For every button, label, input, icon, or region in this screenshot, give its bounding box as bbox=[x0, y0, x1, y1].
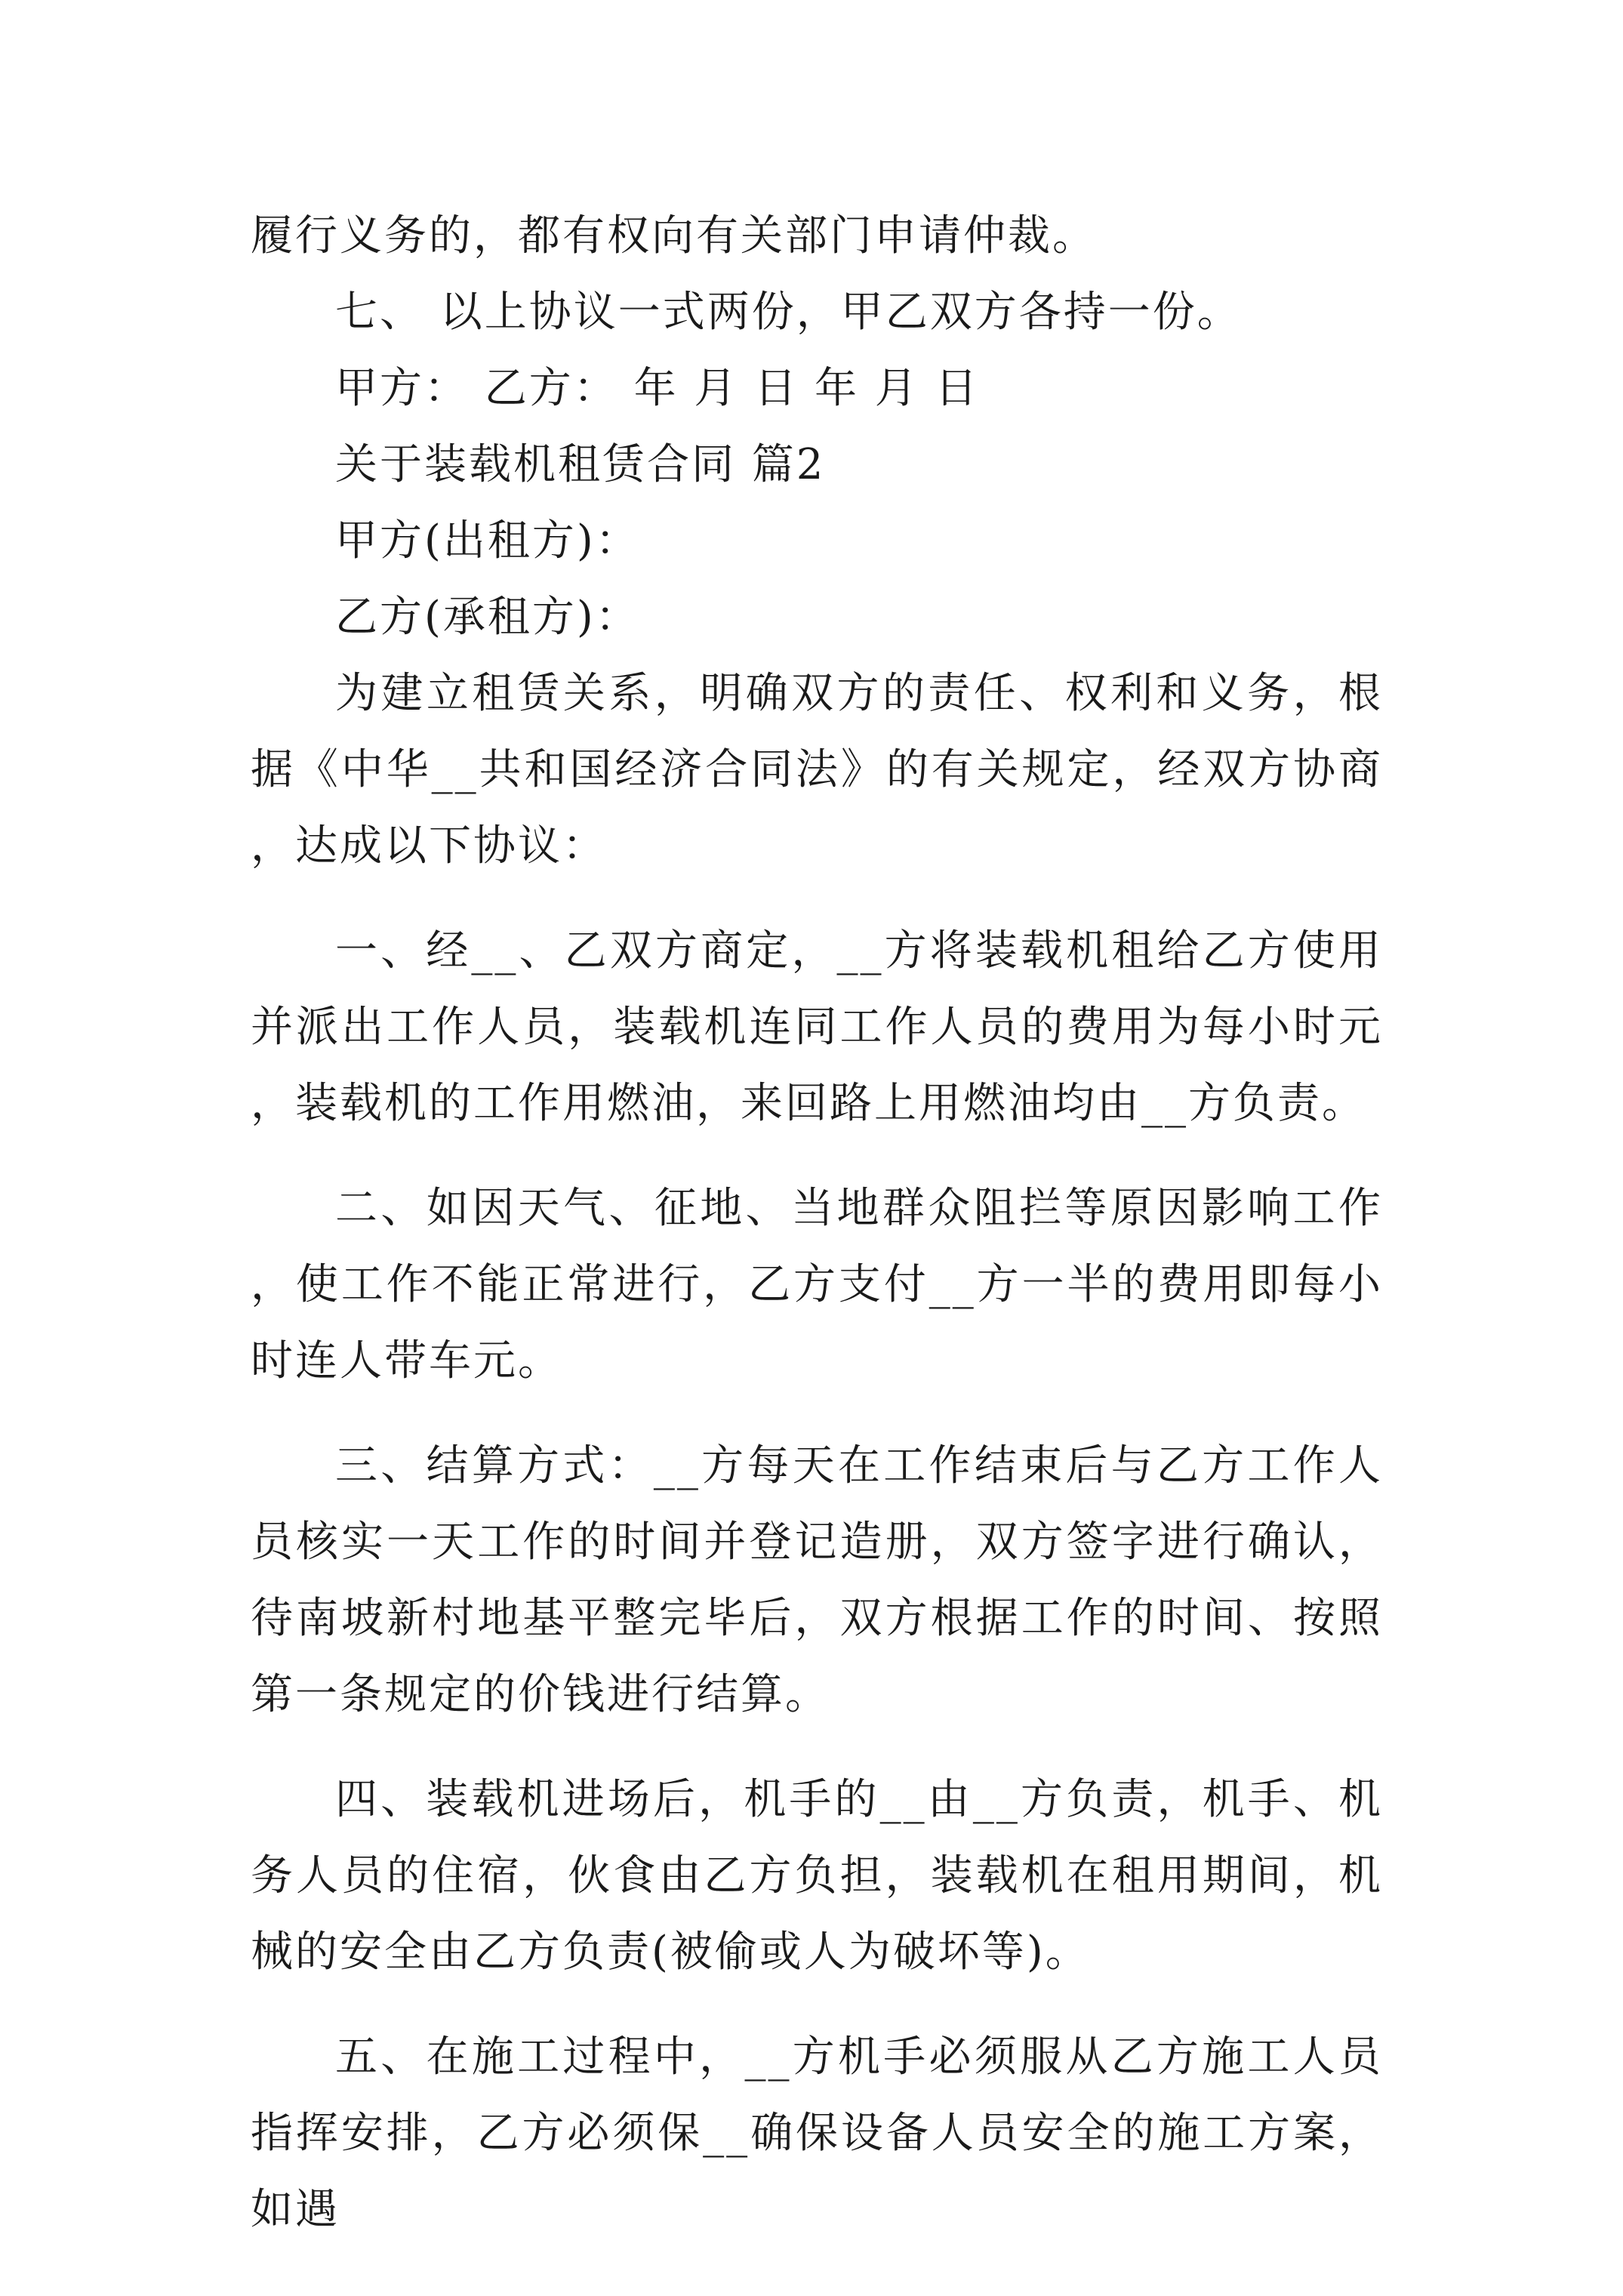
document-body bbox=[251, 198, 1383, 2276]
clause-1: 一、经__、乙双方商定，__方将装载机租给乙方使用并派出工作人员，装载机连同工作人员的费用为每小时元，装载机的工作用燃油，来回路上用燃油均由__方负责。 bbox=[251, 926, 1383, 1128]
clause-2: 二、如因天气、征地、当地群众阻拦等原因影响工作，使工作不能正常进行，乙方支付__方一半的费用即每小时连人带车元。 bbox=[251, 1184, 1383, 1385]
section-heading: 关于装载机租赁合同 篇2 bbox=[335, 440, 826, 489]
clause-4: 四、装载机进场后，机手的__由__方负责，机手、机务人员的住宿，伙食由乙方负担，装载机在租用期间，机械的安全由乙方负责(被偷或人为破坏等)。 bbox=[251, 1775, 1383, 1977]
paragraph: 履行义务的，都有权向有关部门申请仲裁。 bbox=[251, 211, 1097, 260]
paragraph: 为建立租赁关系，明确双方的责任、权利和义务，根据《中华__共和国经济合同法》的有关规定，经双方协商，达成以下协议： bbox=[251, 669, 1383, 871]
clause-3: 三、结算方式：__方每天在工作结束后与乙方工作人员核实一天工作的时间并登记造册，双方签字进行确认，待南坡新村地基平整完毕后，双方根据工作的时间、按照第一条规定的价钱进行结算。 bbox=[251, 1441, 1383, 1719]
party-a-line: 甲方(出租方)： bbox=[335, 516, 640, 566]
signature-line: 甲方： 乙方： 年 月 日 年 月 日 bbox=[335, 364, 980, 413]
clause-5: 五、在施工过程中，__方机手必须服从乙方施工人员指挥安排，乙方必须保__确保设备人员安全的施工方案，如遇 bbox=[251, 2032, 1383, 2234]
party-b-line: 乙方(承租方)： bbox=[335, 593, 640, 642]
paragraph: 七、 以上协议一式两份，甲乙双方各持一份。 bbox=[335, 288, 1242, 337]
